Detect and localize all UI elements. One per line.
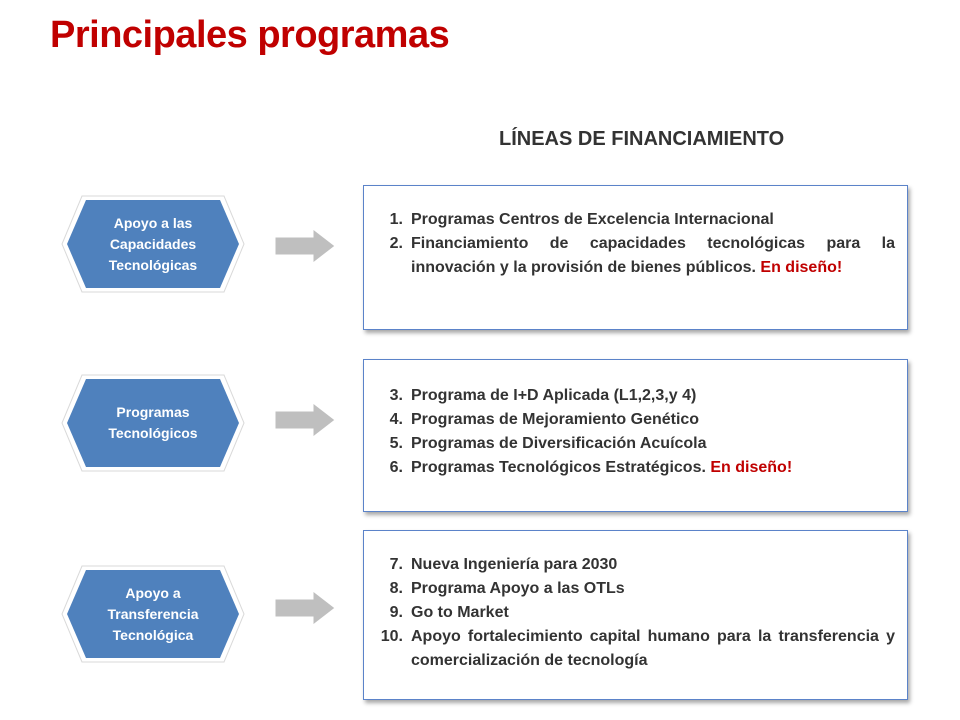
list-item [364,408,895,432]
item-number: 7. [389,556,403,573]
item-text: Programas Tecnológicos Estratégicos. [411,459,711,476]
list-item [364,601,895,625]
right-arrow-icon [273,402,337,438]
hexagon-transferencia [58,560,248,668]
item-number: 6. [389,459,403,476]
item-number: 3. [389,387,403,404]
right-arrow-icon [273,228,337,264]
programs-box-3 [363,530,908,700]
item-text: Nueva Ingeniería para 2030 [411,556,618,573]
section-heading: LÍNEAS DE FINANCIAMIENTO [499,128,785,150]
item-number: 2. [389,235,403,252]
item-text: Programa Apoyo a las OTLs [411,580,625,597]
item-text: Go to Market [411,604,509,621]
list-item [364,625,895,673]
hexagon-capacidades [58,190,248,298]
programs-box-2 [363,359,908,512]
list-item [364,553,895,577]
item-number: 10. [380,628,403,645]
list-item [364,208,895,232]
list-item [364,432,895,456]
list-item [364,456,895,480]
hexagon-label: Apoyo a las Capacidades Tecnológicas [108,214,198,273]
item-text: Programas de Mejoramiento Genético [411,411,700,428]
list-item [364,232,895,280]
item-number: 4. [389,411,403,428]
item-text: Programas de Diversificación Acuícola [411,435,707,452]
item-number: 9. [389,604,403,621]
hexagon-label: Apoyo a Transferencia Tecnológica [107,584,199,643]
list-item [364,384,895,408]
design-note: En diseño! [710,459,793,476]
item-number: 5. [389,435,403,452]
item-text: Programas Centros de Excelencia Internacional [411,211,774,228]
item-number: 8. [389,580,403,597]
right-arrow-icon [273,590,337,626]
item-text-wrap [411,232,895,280]
item-number: 1. [389,211,403,228]
page-title: Principales programas [50,14,450,56]
design-note: En diseño! [760,259,843,276]
item-text: Financiamiento de capacidades tecnológicas para la innovación y la provisión de bienes públicos. [411,235,895,276]
programs-box-1 [363,185,908,330]
list-item [364,577,895,601]
item-text: Apoyo fortalecimiento capital humano para la transferencia y comercialización de tecnología [411,628,895,669]
item-text: Programa de I+D Aplicada (L1,2,3,y 4) [411,387,697,404]
item-text-wrap [411,456,895,480]
hexagon-label: Programas Tecnológicos [108,404,198,441]
hexagon-programas [58,369,248,477]
